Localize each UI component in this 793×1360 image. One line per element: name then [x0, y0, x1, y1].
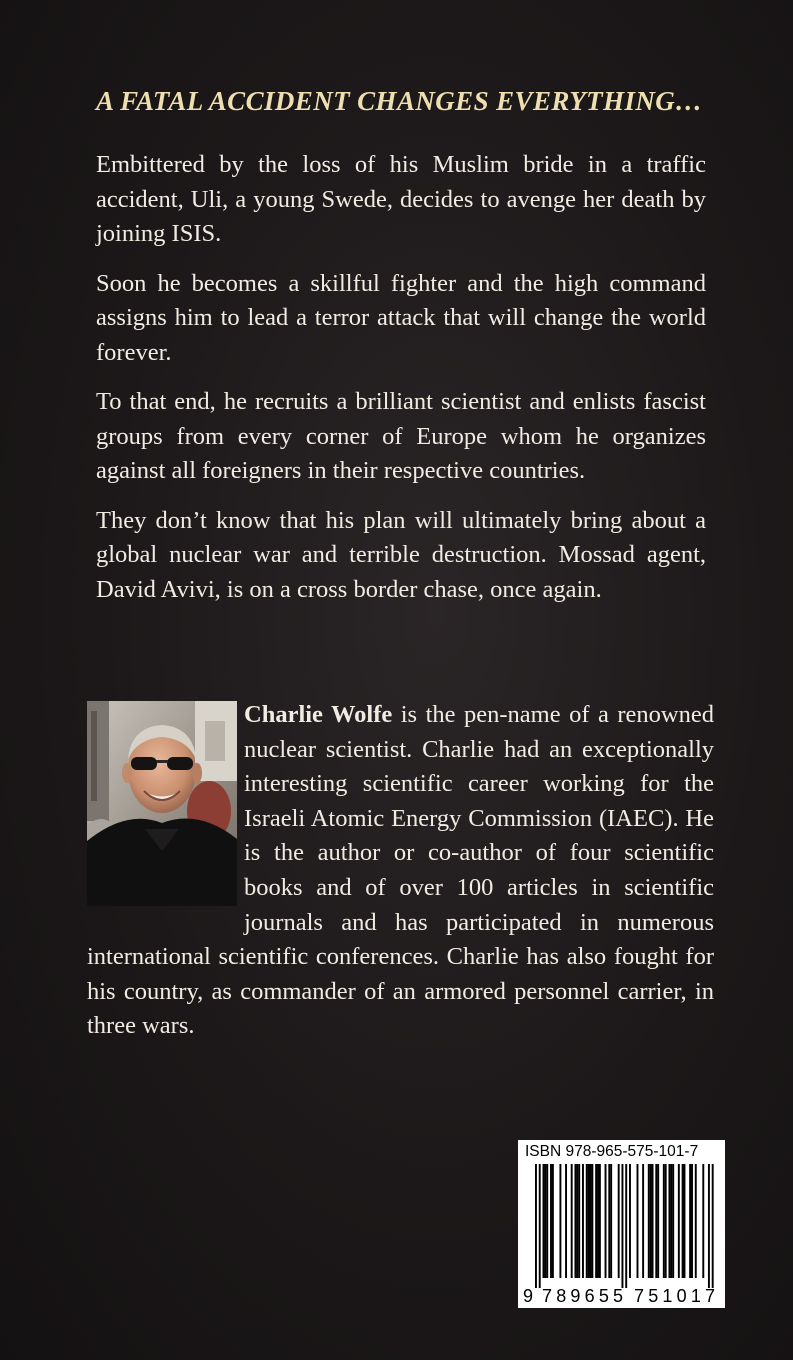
barcode-bar [648, 1164, 650, 1278]
barcode-bar [543, 1164, 545, 1278]
barcode-bar [663, 1164, 665, 1278]
barcode-bar [550, 1164, 552, 1278]
author-section [87, 698, 714, 1044]
barcode-bar [708, 1164, 710, 1288]
barcode-bar [657, 1164, 659, 1278]
barcode-bar [535, 1164, 537, 1288]
barcode-bar [642, 1164, 644, 1278]
barcode-bar [610, 1164, 612, 1278]
barcode-bar [605, 1164, 607, 1278]
barcode-digits-left: 789655 [542, 1286, 628, 1306]
barcode-digits [518, 1286, 725, 1306]
barcode-bar [668, 1164, 670, 1278]
barcode-bar [588, 1164, 590, 1278]
barcode-bar [582, 1164, 584, 1278]
isbn-label: ISBN 978-965-575-101-7 [525, 1143, 699, 1160]
blurb-paragraph-2: Soon he becomes a skillful fighter and the high command assigns him to lead a terror attack that will change the world forever. [96, 269, 706, 366]
barcode-bar [574, 1164, 576, 1278]
barcode-bar [621, 1164, 623, 1288]
barcode-bar [670, 1164, 672, 1278]
barcode-bar [637, 1164, 639, 1278]
barcode-bar [576, 1164, 578, 1278]
barcode-bar [650, 1164, 652, 1278]
barcode-bar [571, 1164, 573, 1278]
barcode-bar [695, 1164, 697, 1278]
barcode-bar [655, 1164, 657, 1278]
author-name: Charlie Wolfe [244, 701, 393, 728]
barcode-bar [578, 1164, 580, 1278]
barcode-bar [597, 1164, 599, 1278]
blurb-paragraph-1: Embittered by the loss of his Muslim bride in a traffic accident, Uli, a young Swede, decides to avenge her death by joining ISIS. [96, 151, 706, 247]
blurb-paragraph-3: To that end, he recruits a brilliant scientist and enlists fascist groups from every corner of Europe whom he organizes against all foreigners in their respective countries. [96, 388, 706, 484]
barcode-digits-right: 751017 [634, 1286, 720, 1306]
barcode-bar [539, 1164, 541, 1288]
barcode-bar [590, 1164, 592, 1278]
barcode-bar [565, 1164, 567, 1278]
barcode-bar [595, 1164, 597, 1278]
barcode-bar [591, 1164, 593, 1278]
barcode-bar [712, 1164, 714, 1288]
barcode-bar [678, 1164, 680, 1278]
barcode-bar [625, 1164, 627, 1288]
barcode-bar [586, 1164, 588, 1278]
barcode-bar [682, 1164, 684, 1278]
barcode-bar [665, 1164, 667, 1278]
barcode-digit-lead: 9 [523, 1286, 534, 1306]
barcode-bars [518, 1162, 725, 1288]
blurb-paragraph-4: They don’t know that his plan will ultimately bring about a global nuclear war and terrible destruction. Mossad agent, David Avivi, is on a cross border chase, once again. [96, 506, 706, 603]
barcode-bar [629, 1164, 631, 1278]
blurb [96, 148, 706, 622]
barcode-bar [546, 1164, 548, 1278]
barcode-bar [691, 1164, 693, 1278]
barcode-bar [552, 1164, 554, 1278]
headline: A FATAL ACCIDENT CHANGES EVERYTHING… [96, 86, 703, 116]
barcode-bar [559, 1164, 561, 1278]
barcode-bar [608, 1164, 610, 1278]
barcode-bar [672, 1164, 674, 1278]
barcode-bar [689, 1164, 691, 1278]
barcode-bar [544, 1164, 546, 1278]
barcode-bar [684, 1164, 686, 1278]
isbn-barcode [518, 1140, 725, 1308]
barcode-bar [702, 1164, 704, 1278]
barcode-bar [599, 1164, 601, 1278]
author-bio-text: is the pen-name of a renowned nuclear scientist. Charlie had an exceptionally interesting scientific career working for the Israeli Atomic Energy Commission (IAEC). He is the author or co-author of four scientific books and of over 100 articles in scientific journals and has participated in numerous international scientific conferences. Charlie has also fought for his country, as commander of an armored personnel carrier, in three wars. [87, 701, 714, 1040]
author-photo [87, 701, 237, 906]
barcode-bar [618, 1164, 620, 1278]
barcode-bar [652, 1164, 654, 1278]
